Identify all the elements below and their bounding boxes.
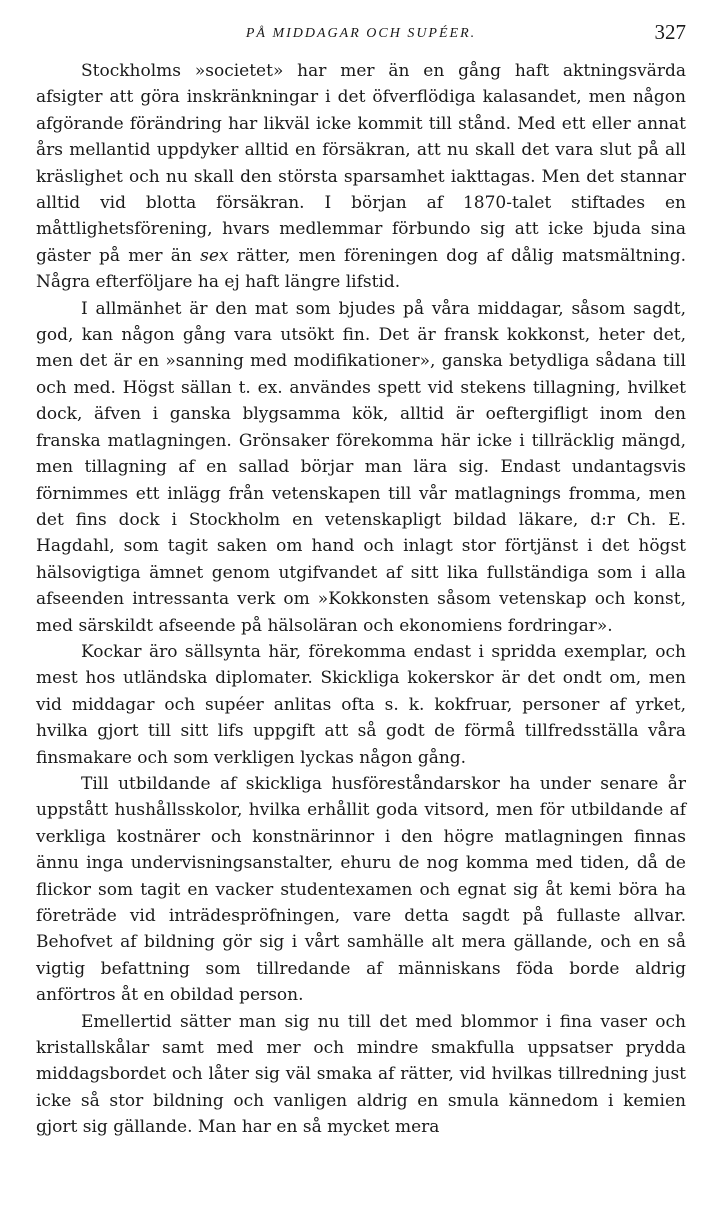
paragraph: Kockar äro sällsynta här, förekomma endast i spridda exemplar, och mest hos utländska diplomater. Skickliga kokerskor är det ondt om, men vid middagar och supéer anlitas ofta s. k. kokfruar, personer af yrket, hvilka gjort till sitt lifs uppgift att så godt de förmå tillfredsställa våra finsmakare och som verkligen lyckas någon gång. [36, 641, 686, 768]
paragraph-text: Stockholms »societet» har mer än en gång haft aktningsvärda afsigter att göra inskränkningar i det öfverflödiga kalasandet, men någon afgörande förändring har likväl icke kommit till stånd. Med ett eller annat års mellantid uppdyker alltid en försäkran, att nu skall det vara slut på all kräslighet och nu skall den största sparsamhet iakttagas. Men det stannar alltid vid blotta försäkran. I början af 1870-talet stiftades en måttlighetsförening, hvars medlemmar förbundo sig att icke bjuda sina gäster på mer än [36, 61, 686, 266]
book-page [36, 18, 686, 1141]
page-header [36, 18, 686, 58]
body-text [36, 58, 686, 1141]
running-head: PÅ MIDDAGAR OCH SUPÉER. [245, 26, 477, 41]
paragraph: I allmänhet är den mat som bjudes på våra middagar, såsom sagdt, god, kan någon gång vara utsökt fin. Det är fransk kokkonst, heter det, men det är en »sanning med modifikationer», ganska betydliga sådana till och med. Högst sällan t. ex. användes spett vid stekens tillagning, hvilket dock, äfven i ganska blygsamma kök, alltid är oeftergifligt inom den franska matlagningen. Grönsaker förekomma här icke i tillräcklig mängd, men tillagning af en sallad börjar man lära sig. Endast undantagsvis förnimmes ett inlägg från vetenskapen till vår matlagnings fromma, men det fins dock i Stockholm en vetenskapligt bildad läkare, d:r Ch. E. Hagdahl, som tagit saken om hand och inlagt stor förtjänst i det högst hälsovigtiga ämnet genom utgifvandet af sitt lika fullständiga som i alla afseenden intressanta verk om »Kokkonsten såsom vetenskap och konst, med särskildt afseende på hälsoläran och ekonomiens fordringar». [36, 298, 686, 636]
paragraph: Till utbildande af skickliga husföreståndarskor ha under senare år uppstått hushållsskolor, hvilka erhållit goda vitsord, men för utbildande af verkliga kostnärer och konstnärinnor i den högre matlagningen finnas ännu inga undervisningsanstalter, ehuru de nog komma med tiden, då de flickor som tagit en vacker studentexamen och egnat sig åt kemi böra ha företräde vid inträdespröfningen, vare detta sagdt på fullaste allvar. Behofvet af bildning gör sig i vårt samhälle alt mera gällande, och en så vigtig befattning som tillredande af människans föda borde aldrig anförtros åt en obildad person. [36, 773, 686, 1006]
paragraph-text: rätter, men föreningen dog af dålig matsmältning. Några efterföljare ha ej haft längre lifstid. [36, 245, 686, 293]
page-number: 327 [654, 20, 686, 44]
paragraph: Emellertid sätter man sig nu till det med blommor i fina vaser och kristallskålar samt med mer och mindre smakfulla uppsatser prydda middagsbordet och låter sig väl smaka af rätter, vid hvilkas tillredning just icke så stor bildning och vanligen aldrig en smula kännedom i kemien gjort sig gällande. Man har en så mycket mera [36, 1011, 686, 1138]
paragraph [36, 58, 686, 296]
emphasized-word: sex [200, 245, 229, 266]
